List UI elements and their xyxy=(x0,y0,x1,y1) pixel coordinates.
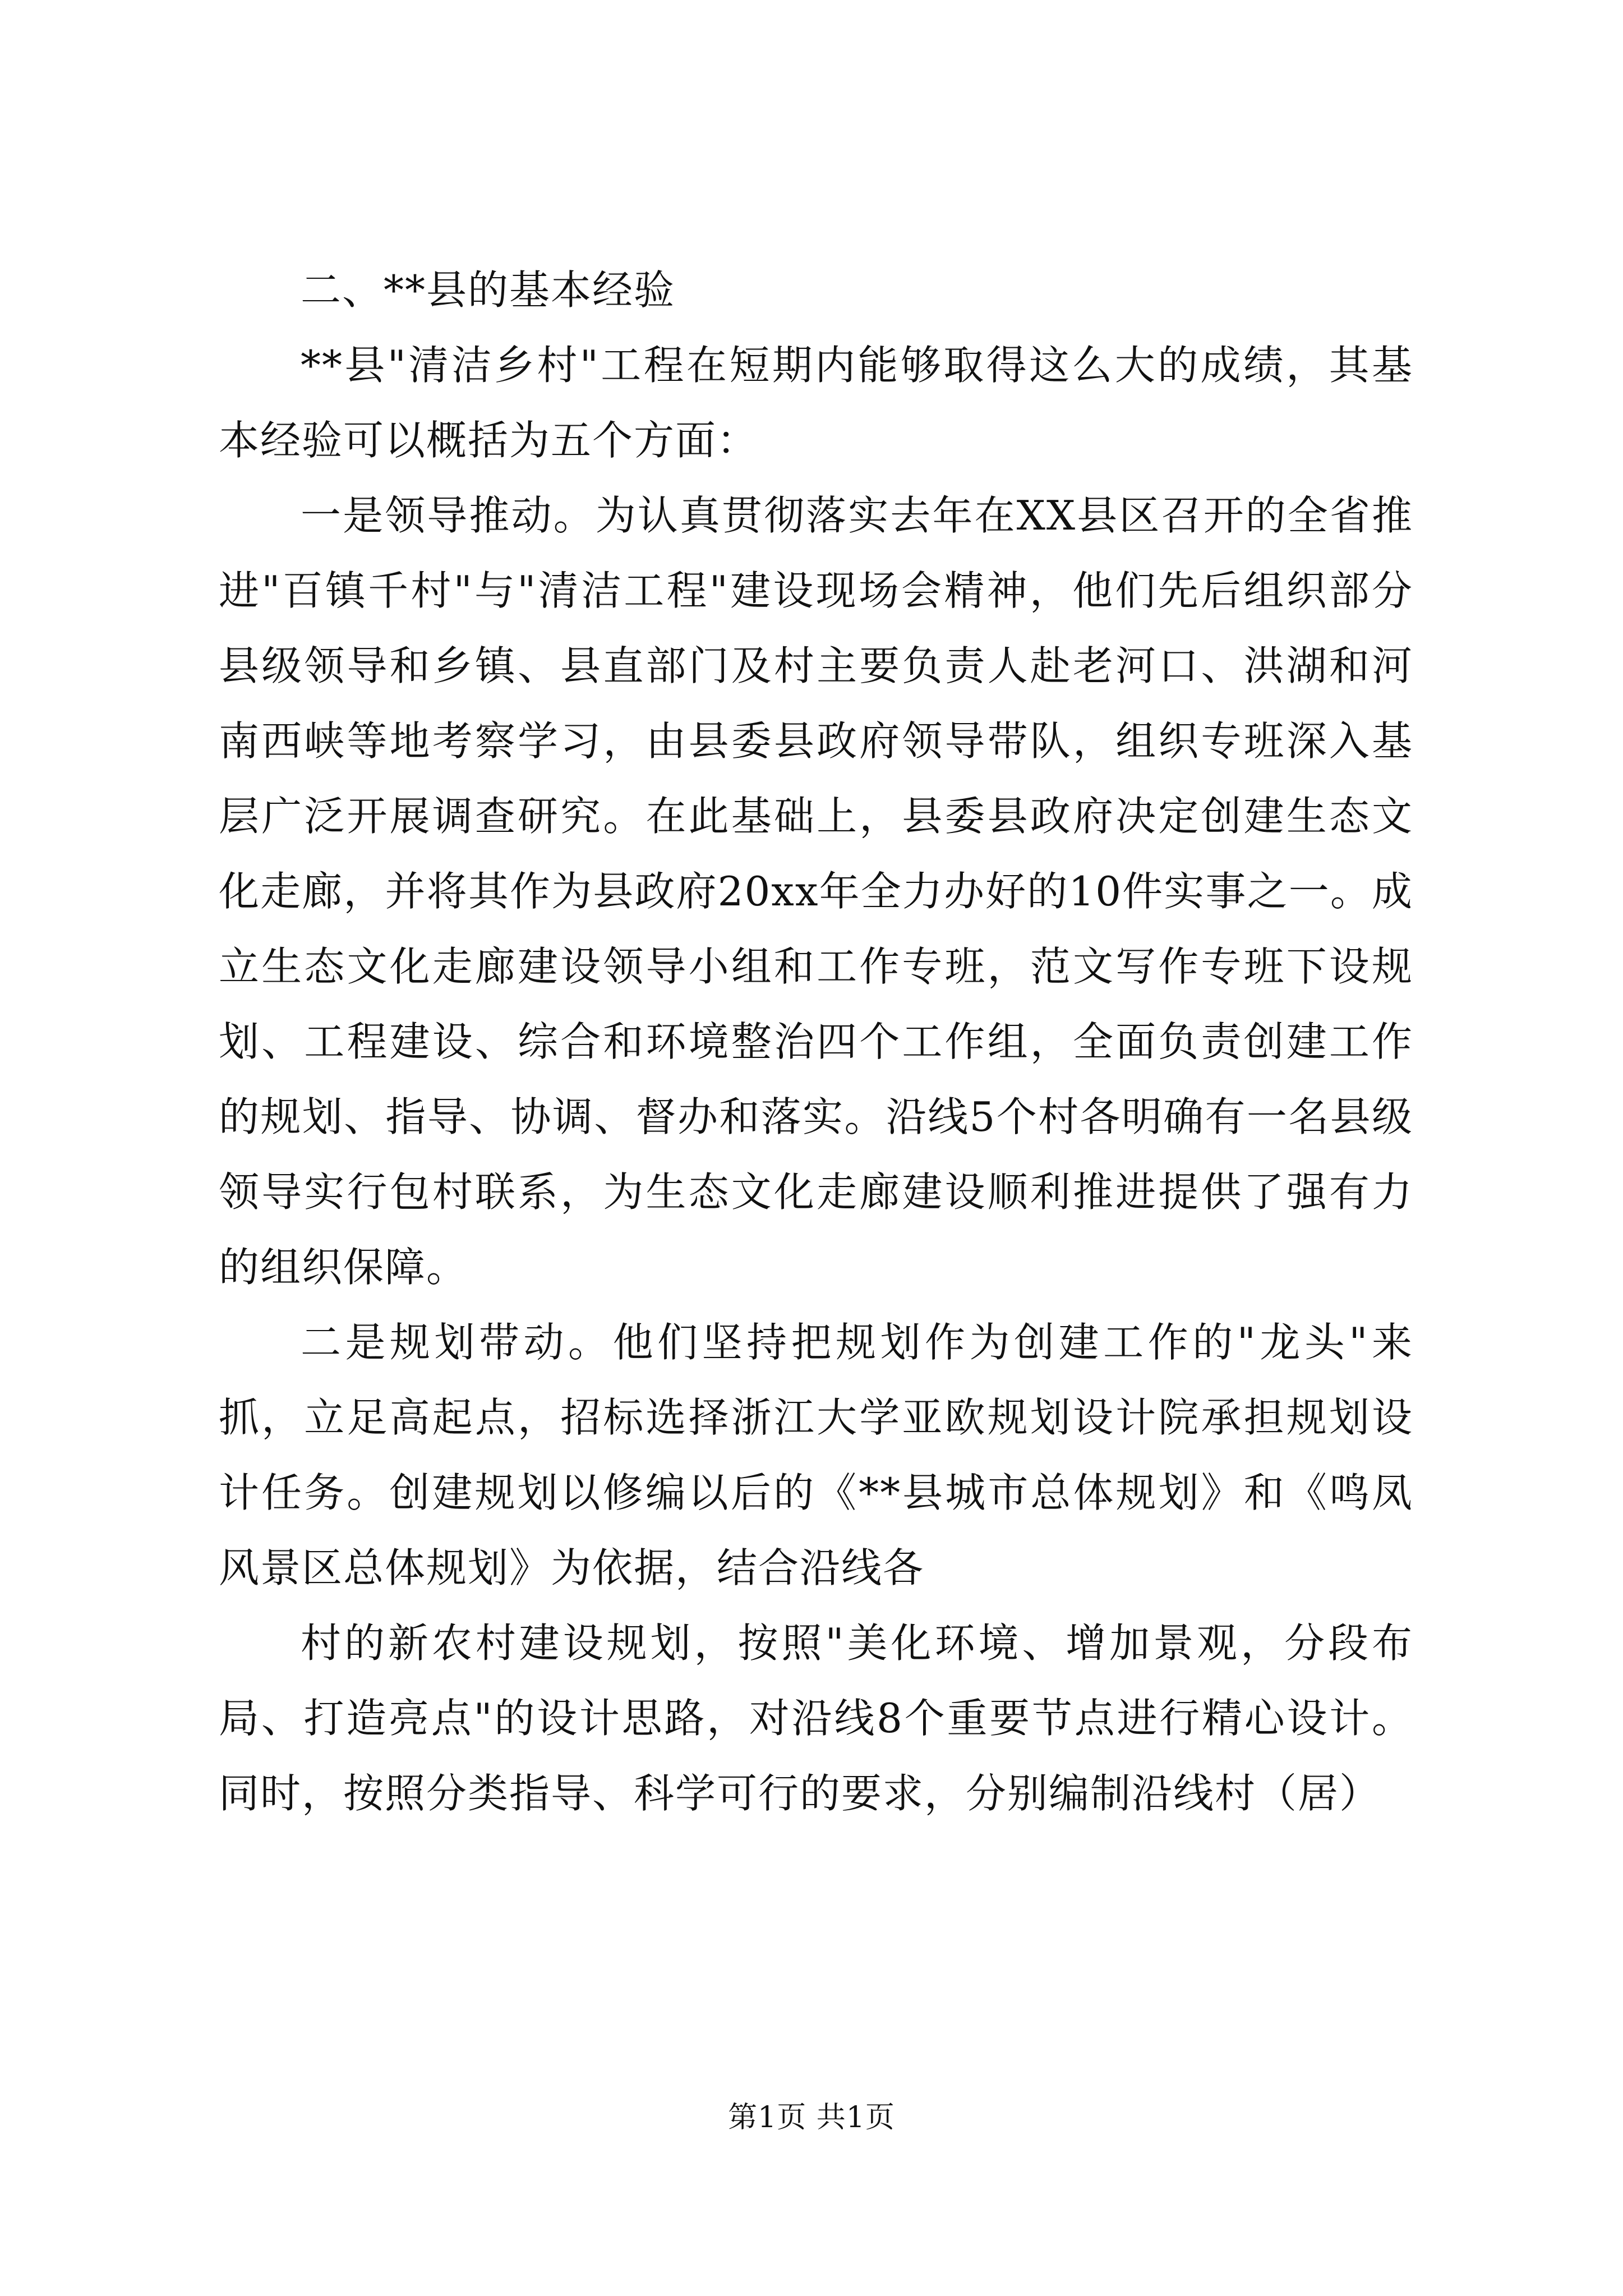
document-body xyxy=(219,252,1413,1831)
paragraph-leadership: 一是领导推动。为认真贯彻落实去年在XX县区召开的全省推进"百镇千村"与"清洁工程"建设现场会精神，他们先后组织部分县级领导和乡镇、县直部门及村主要负责人赴老河口、洪湖和河南西峡等地考察学习，由县委县政府领导带队，组织专班深入基层广泛开展调查研究。在此基础上，县委县政府决定创建生态文化走廊，并将其作为县政府20xx年全力办好的10件实事之一。成立生态文化走廊建设领导小组和工作专班，范文写作专班下设规划、工程建设、综合和环境整治四个工作组，全面负责创建工作的规划、指导、协调、督办和落实。沿线5个村各明确有一名县级领导实行包村联系，为生态文化走廊建设顺利推进提供了强有力的组织保障。 xyxy=(219,492,1413,1291)
paragraph-intro: **县"清洁乡村"工程在短期内能够取得这么大的成绩，其基本经验可以概括为五个方面： xyxy=(219,342,1413,464)
section-heading: 二、**县的基本经验 xyxy=(301,266,676,314)
paragraph-planning-continued: 村的新农村建设规划，按照"美化环境、增加景观，分段布局、打造亮点"的设计思路，对沿线8个重要节点进行精心设计。同时，按照分类指导、科学可行的要求，分别编制沿线村（居） xyxy=(219,1619,1413,1817)
paragraph-planning: 二是规划带动。他们坚持把规划作为创建工作的"龙头"来抓，立足高起点，招标选择浙江大学亚欧规划设计院承担规划设计任务。创建规划以修编以后的《**县城市总体规划》和《鸣凤风景区总体规划》为依据，结合沿线各 xyxy=(219,1319,1413,1591)
page-footer: 第1页 共1页 xyxy=(728,2101,895,2134)
